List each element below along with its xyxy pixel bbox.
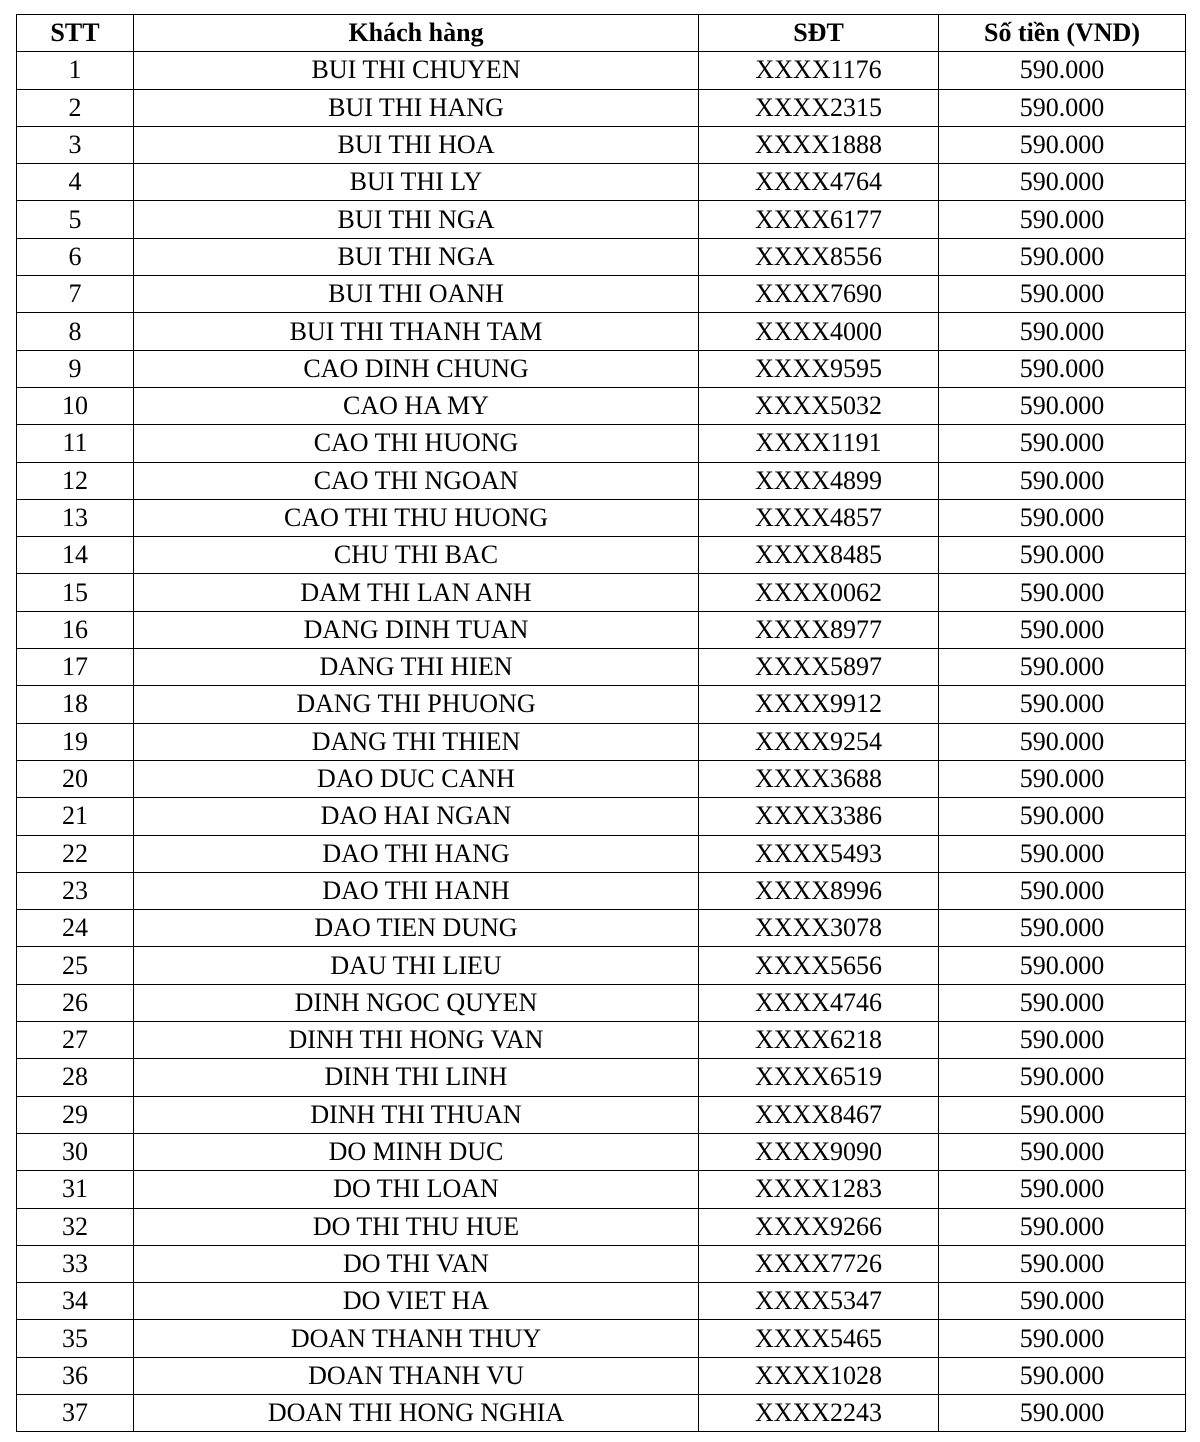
cell-phone: XXXX8467 [699, 1096, 939, 1133]
cell-customer-name: DANG THI HIEN [134, 649, 699, 686]
cell-customer-name: BUI THI THANH TAM [134, 313, 699, 350]
cell-stt: 17 [17, 649, 134, 686]
cell-phone: XXXX1888 [699, 126, 939, 163]
cell-stt: 16 [17, 611, 134, 648]
table-row [17, 649, 1186, 686]
cell-stt: 37 [17, 1394, 134, 1431]
cell-stt: 10 [17, 387, 134, 424]
cell-stt: 31 [17, 1171, 134, 1208]
cell-stt: 20 [17, 760, 134, 797]
table-row [17, 1022, 1186, 1059]
cell-stt: 4 [17, 164, 134, 201]
cell-customer-name: DAM THI LAN ANH [134, 574, 699, 611]
cell-customer-name: DO THI VAN [134, 1245, 699, 1282]
table-row [17, 760, 1186, 797]
cell-phone: XXXX4764 [699, 164, 939, 201]
table-header [17, 15, 1186, 52]
cell-phone: XXXX2315 [699, 89, 939, 126]
cell-customer-name: CHU THI BAC [134, 537, 699, 574]
table-row [17, 947, 1186, 984]
cell-amount: 590.000 [939, 1394, 1186, 1431]
cell-stt: 2 [17, 89, 134, 126]
cell-customer-name: DAO TIEN DUNG [134, 910, 699, 947]
cell-amount: 590.000 [939, 1059, 1186, 1096]
cell-phone: XXXX4899 [699, 462, 939, 499]
cell-stt: 30 [17, 1133, 134, 1170]
table-row [17, 164, 1186, 201]
cell-phone: XXXX8556 [699, 238, 939, 275]
cell-customer-name: DO MINH DUC [134, 1133, 699, 1170]
cell-phone: XXXX7726 [699, 1245, 939, 1282]
cell-phone: XXXX5493 [699, 835, 939, 872]
cell-amount: 590.000 [939, 1133, 1186, 1170]
cell-amount: 590.000 [939, 1245, 1186, 1282]
cell-phone: XXXX1283 [699, 1171, 939, 1208]
cell-amount: 590.000 [939, 947, 1186, 984]
cell-amount: 590.000 [939, 1022, 1186, 1059]
cell-customer-name: DO THI THU HUE [134, 1208, 699, 1245]
cell-phone: XXXX7690 [699, 276, 939, 313]
table-row [17, 686, 1186, 723]
cell-customer-name: CAO THI NGOAN [134, 462, 699, 499]
cell-customer-name: DAO HAI NGAN [134, 798, 699, 835]
cell-phone: XXXX9912 [699, 686, 939, 723]
header-amount: Số tiền (VND) [939, 15, 1186, 52]
table-row [17, 872, 1186, 909]
cell-amount: 590.000 [939, 537, 1186, 574]
cell-amount: 590.000 [939, 126, 1186, 163]
table-row [17, 910, 1186, 947]
table-row [17, 350, 1186, 387]
table-row [17, 835, 1186, 872]
cell-phone: XXXX2243 [699, 1394, 939, 1431]
cell-stt: 32 [17, 1208, 134, 1245]
table-row [17, 611, 1186, 648]
cell-amount: 590.000 [939, 89, 1186, 126]
cell-amount: 590.000 [939, 201, 1186, 238]
cell-amount: 590.000 [939, 611, 1186, 648]
cell-amount: 590.000 [939, 52, 1186, 89]
cell-stt: 35 [17, 1320, 134, 1357]
table-row [17, 1245, 1186, 1282]
cell-amount: 590.000 [939, 350, 1186, 387]
cell-phone: XXXX1176 [699, 52, 939, 89]
cell-customer-name: DINH THI THUAN [134, 1096, 699, 1133]
cell-stt: 5 [17, 201, 134, 238]
cell-customer-name: BUI THI LY [134, 164, 699, 201]
table-row [17, 425, 1186, 462]
cell-phone: XXXX4857 [699, 499, 939, 536]
cell-stt: 18 [17, 686, 134, 723]
cell-amount: 590.000 [939, 462, 1186, 499]
cell-phone: XXXX0062 [699, 574, 939, 611]
table-row [17, 1059, 1186, 1096]
cell-stt: 29 [17, 1096, 134, 1133]
cell-amount: 590.000 [939, 499, 1186, 536]
cell-stt: 11 [17, 425, 134, 462]
cell-amount: 590.000 [939, 164, 1186, 201]
cell-stt: 12 [17, 462, 134, 499]
cell-amount: 590.000 [939, 1171, 1186, 1208]
cell-amount: 590.000 [939, 835, 1186, 872]
cell-amount: 590.000 [939, 910, 1186, 947]
cell-amount: 590.000 [939, 723, 1186, 760]
cell-amount: 590.000 [939, 1096, 1186, 1133]
cell-phone: XXXX6519 [699, 1059, 939, 1096]
cell-stt: 24 [17, 910, 134, 947]
cell-phone: XXXX1191 [699, 425, 939, 462]
cell-stt: 22 [17, 835, 134, 872]
cell-phone: XXXX5897 [699, 649, 939, 686]
cell-amount: 590.000 [939, 686, 1186, 723]
cell-customer-name: DINH THI HONG VAN [134, 1022, 699, 1059]
table-row [17, 313, 1186, 350]
cell-phone: XXXX9595 [699, 350, 939, 387]
cell-amount: 590.000 [939, 798, 1186, 835]
table-row [17, 574, 1186, 611]
cell-customer-name: BUI THI NGA [134, 201, 699, 238]
cell-stt: 26 [17, 984, 134, 1021]
table-row [17, 1357, 1186, 1394]
cell-stt: 13 [17, 499, 134, 536]
cell-phone: XXXX3078 [699, 910, 939, 947]
cell-amount: 590.000 [939, 984, 1186, 1021]
cell-customer-name: CAO HA MY [134, 387, 699, 424]
header-stt: STT [17, 15, 134, 52]
cell-customer-name: DAO THI HANH [134, 872, 699, 909]
table-row [17, 238, 1186, 275]
cell-stt: 36 [17, 1357, 134, 1394]
cell-customer-name: CAO THI THU HUONG [134, 499, 699, 536]
cell-customer-name: BUI THI HOA [134, 126, 699, 163]
table-body [17, 52, 1186, 1432]
cell-customer-name: DINH THI LINH [134, 1059, 699, 1096]
cell-stt: 3 [17, 126, 134, 163]
cell-phone: XXXX8977 [699, 611, 939, 648]
cell-stt: 33 [17, 1245, 134, 1282]
cell-phone: XXXX8485 [699, 537, 939, 574]
cell-amount: 590.000 [939, 1357, 1186, 1394]
cell-phone: XXXX5032 [699, 387, 939, 424]
cell-customer-name: DOAN THI HONG NGHIA [134, 1394, 699, 1431]
cell-stt: 6 [17, 238, 134, 275]
cell-amount: 590.000 [939, 872, 1186, 909]
cell-customer-name: DOAN THANH VU [134, 1357, 699, 1394]
table-row [17, 1133, 1186, 1170]
cell-customer-name: BUI THI CHUYEN [134, 52, 699, 89]
table-row [17, 1208, 1186, 1245]
cell-amount: 590.000 [939, 1283, 1186, 1320]
cell-customer-name: BUI THI HANG [134, 89, 699, 126]
cell-amount: 590.000 [939, 1208, 1186, 1245]
table-row [17, 52, 1186, 89]
table-row [17, 1394, 1186, 1431]
cell-customer-name: DINH NGOC QUYEN [134, 984, 699, 1021]
cell-stt: 7 [17, 276, 134, 313]
table-row [17, 1320, 1186, 1357]
table-row [17, 89, 1186, 126]
table-row [17, 462, 1186, 499]
table-row [17, 798, 1186, 835]
cell-amount: 590.000 [939, 276, 1186, 313]
table-row [17, 201, 1186, 238]
cell-phone: XXXX9254 [699, 723, 939, 760]
table-row [17, 387, 1186, 424]
cell-amount: 590.000 [939, 649, 1186, 686]
cell-phone: XXXX1028 [699, 1357, 939, 1394]
table-row [17, 126, 1186, 163]
header-row [17, 15, 1186, 52]
cell-amount: 590.000 [939, 1320, 1186, 1357]
cell-phone: XXXX6177 [699, 201, 939, 238]
cell-customer-name: DOAN THANH THUY [134, 1320, 699, 1357]
cell-phone: XXXX3386 [699, 798, 939, 835]
cell-phone: XXXX8996 [699, 872, 939, 909]
cell-phone: XXXX9090 [699, 1133, 939, 1170]
cell-customer-name: DO VIET HA [134, 1283, 699, 1320]
header-phone: SĐT [699, 15, 939, 52]
cell-customer-name: DAU THI LIEU [134, 947, 699, 984]
cell-stt: 1 [17, 52, 134, 89]
table-row [17, 537, 1186, 574]
cell-amount: 590.000 [939, 387, 1186, 424]
cell-amount: 590.000 [939, 574, 1186, 611]
cell-phone: XXXX5656 [699, 947, 939, 984]
cell-amount: 590.000 [939, 238, 1186, 275]
cell-customer-name: DANG DINH TUAN [134, 611, 699, 648]
cell-stt: 15 [17, 574, 134, 611]
cell-phone: XXXX4746 [699, 984, 939, 1021]
cell-stt: 19 [17, 723, 134, 760]
cell-customer-name: DANG THI PHUONG [134, 686, 699, 723]
cell-customer-name: DAO THI HANG [134, 835, 699, 872]
table-row [17, 984, 1186, 1021]
cell-customer-name: CAO DINH CHUNG [134, 350, 699, 387]
table-row [17, 1283, 1186, 1320]
cell-amount: 590.000 [939, 313, 1186, 350]
cell-stt: 9 [17, 350, 134, 387]
cell-stt: 25 [17, 947, 134, 984]
cell-stt: 28 [17, 1059, 134, 1096]
cell-customer-name: BUI THI NGA [134, 238, 699, 275]
table-row [17, 276, 1186, 313]
cell-phone: XXXX3688 [699, 760, 939, 797]
cell-stt: 21 [17, 798, 134, 835]
cell-amount: 590.000 [939, 760, 1186, 797]
cell-phone: XXXX5347 [699, 1283, 939, 1320]
table-row [17, 723, 1186, 760]
cell-phone: XXXX9266 [699, 1208, 939, 1245]
cell-customer-name: DAO DUC CANH [134, 760, 699, 797]
cell-customer-name: BUI THI OANH [134, 276, 699, 313]
cell-customer-name: DO THI LOAN [134, 1171, 699, 1208]
cell-customer-name: CAO THI HUONG [134, 425, 699, 462]
cell-stt: 34 [17, 1283, 134, 1320]
cell-stt: 8 [17, 313, 134, 350]
table-row [17, 499, 1186, 536]
cell-phone: XXXX5465 [699, 1320, 939, 1357]
cell-stt: 23 [17, 872, 134, 909]
cell-amount: 590.000 [939, 425, 1186, 462]
table-row [17, 1096, 1186, 1133]
cell-stt: 27 [17, 1022, 134, 1059]
winners-table [16, 14, 1186, 1432]
cell-phone: XXXX6218 [699, 1022, 939, 1059]
header-customer: Khách hàng [134, 15, 699, 52]
cell-customer-name: DANG THI THIEN [134, 723, 699, 760]
cell-stt: 14 [17, 537, 134, 574]
table-row [17, 1171, 1186, 1208]
cell-phone: XXXX4000 [699, 313, 939, 350]
